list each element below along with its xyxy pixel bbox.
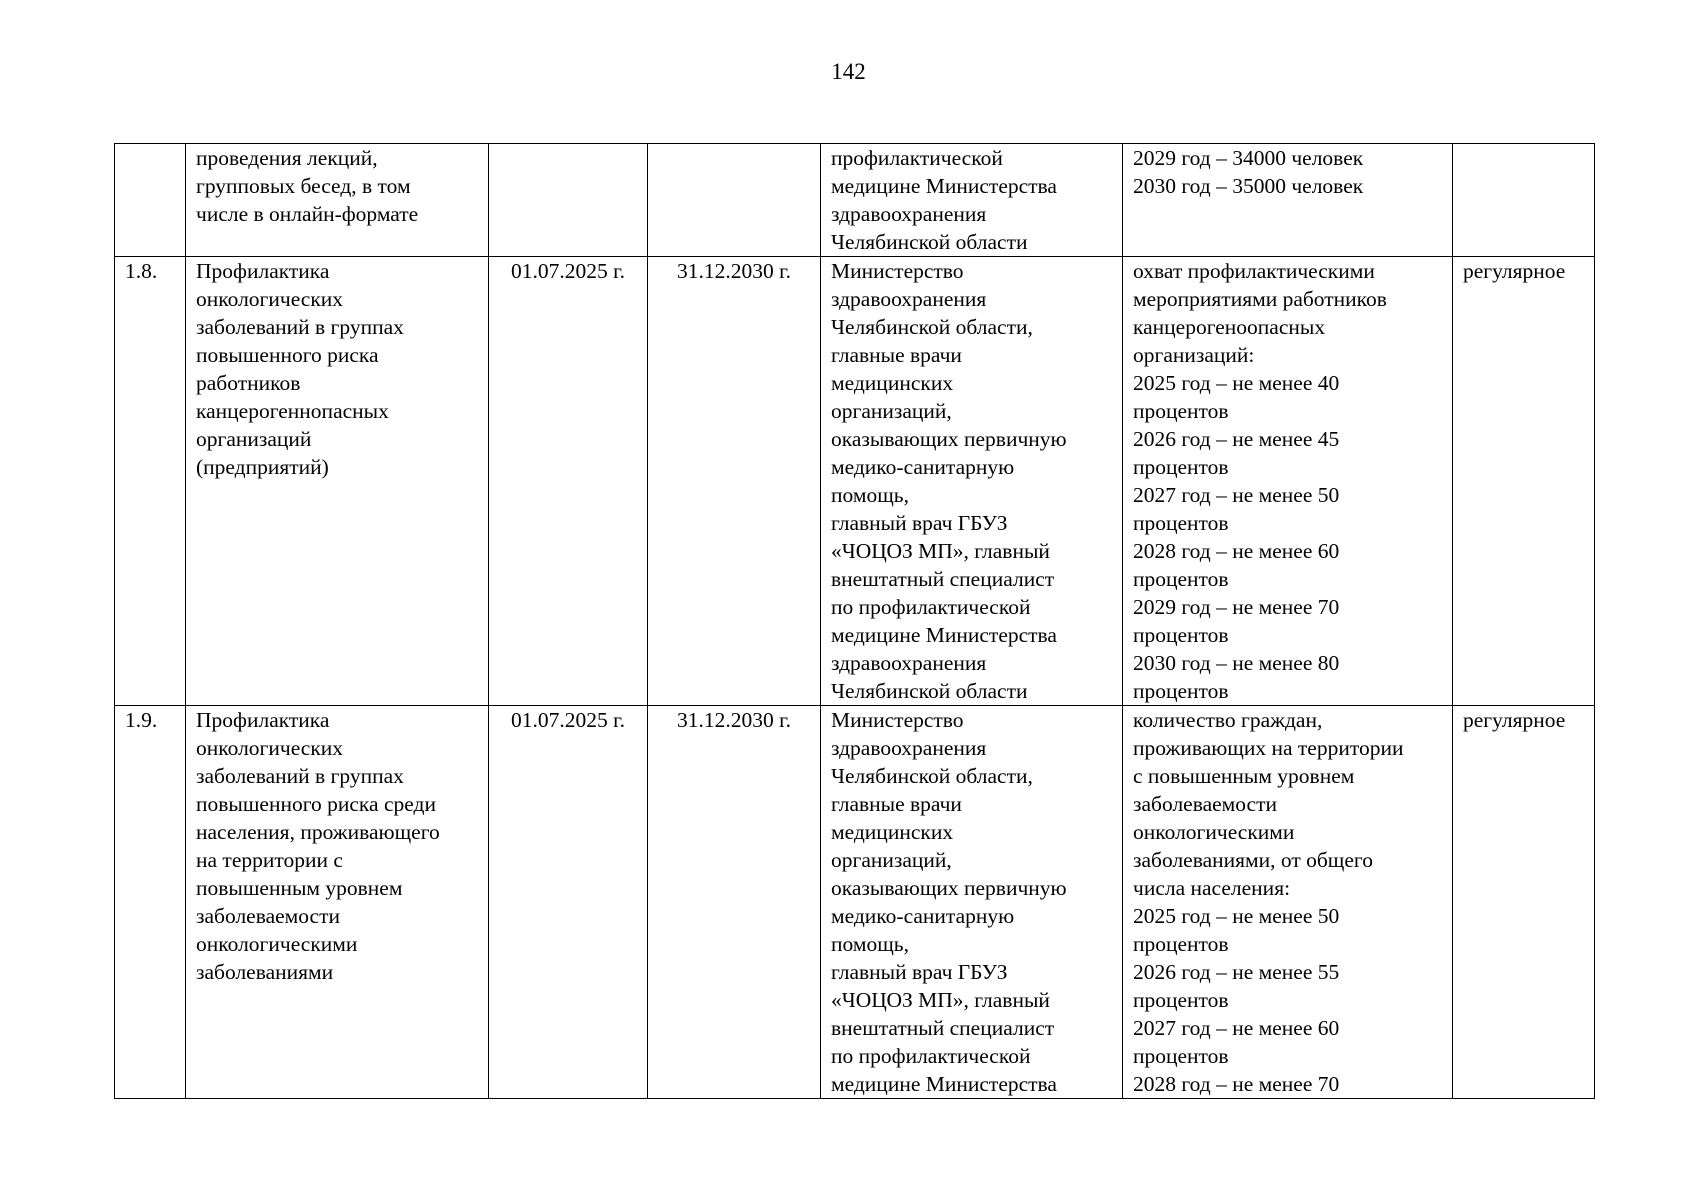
cell-text-line: заболеваний в группах <box>196 764 404 788</box>
cell-text-line: медицине Министерства <box>831 1072 1057 1096</box>
cell-text-line: организаций, <box>831 399 952 423</box>
cell-text-line: процентов <box>1133 988 1229 1012</box>
cell-text: 01.07.2025 г. <box>511 259 625 283</box>
cell-text-line: числе в онлайн-формате <box>196 202 419 226</box>
cell-end-date <box>648 144 821 257</box>
cell-text-line: 2026 год – не менее 55 <box>1133 960 1340 984</box>
cell-text-line: главные врачи <box>831 792 962 816</box>
cell-text-line: заболеваний в группах <box>196 315 404 339</box>
cell-text-line: числа населения: <box>1133 876 1291 900</box>
cell-text-line: организаций <box>196 427 312 451</box>
cell-responsible <box>821 257 1123 706</box>
cell-start-date <box>489 144 648 257</box>
cell-text-line: канцерогеноопасных <box>1133 315 1326 339</box>
cell-text-line: Челябинской области, <box>831 764 1033 788</box>
cell-text-line: организаций, <box>831 848 952 872</box>
cell-text-line: процентов <box>1133 455 1229 479</box>
cell-text-line: Министерство <box>831 708 964 732</box>
cell-text-line: оказывающих первичную <box>831 427 1067 451</box>
cell-start-date <box>489 257 648 706</box>
cell-text-line: с повышенным уровнем <box>1133 764 1355 788</box>
cell-text-line: охват профилактическими <box>1133 259 1375 283</box>
cell-text-line: количество граждан, <box>1133 708 1323 732</box>
cell-text: 31.12.2030 г. <box>677 708 791 732</box>
cell-text-line: здравоохранения <box>831 651 987 675</box>
cell-text-line: внештатный специалист <box>831 567 1055 591</box>
cell-text: регулярное <box>1463 259 1566 283</box>
table-row <box>115 257 1595 706</box>
cell-text-line: медицинских <box>831 820 954 844</box>
measures-table <box>114 143 1595 1099</box>
cell-text-line: Челябинской области, <box>831 315 1033 339</box>
cell-text-line: Профилактика <box>196 259 330 283</box>
cell-text-line: здравоохранения <box>831 287 987 311</box>
cell-text-line: групповых бесед, в том <box>196 174 411 198</box>
cell-text-line: процентов <box>1133 932 1229 956</box>
cell-text-line: помощь, <box>831 483 909 507</box>
cell-text-line: Челябинской области <box>831 230 1028 254</box>
cell-text-line: 2027 год – не менее 50 <box>1133 483 1340 507</box>
table-row <box>115 706 1595 1099</box>
cell-text-line: канцерогеннопасных <box>196 399 389 423</box>
cell-text-line: Челябинской области <box>831 679 1028 703</box>
cell-text-line: 2028 год – не менее 70 <box>1133 1072 1340 1096</box>
cell-text-line: онкологическими <box>196 932 358 956</box>
cell-text-line: онкологических <box>196 736 344 760</box>
cell-text-line: повышенного риска среди <box>196 792 436 816</box>
cell-text-line: процентов <box>1133 511 1229 535</box>
page-number: 142 <box>831 59 866 84</box>
cell-text-line: 2025 год – не менее 50 <box>1133 904 1340 928</box>
cell-indicator <box>1123 144 1453 257</box>
cell-text-line: Министерство <box>831 259 964 283</box>
cell-text-line: проживающих на территории <box>1133 736 1404 760</box>
cell-text-line: медицине Министерства <box>831 174 1057 198</box>
cell-text-line: заболеваемости <box>196 904 341 928</box>
cell-type <box>1453 144 1595 257</box>
cell-start-date <box>489 706 648 1099</box>
cell-text-line: помощь, <box>831 932 909 956</box>
cell-text-line: 2030 год – 35000 человек <box>1133 174 1364 198</box>
cell-text-line: главные врачи <box>831 343 962 367</box>
cell-text-line: населения, проживающего <box>196 820 440 844</box>
cell-text-line: заболеваниями, от общего <box>1133 848 1373 872</box>
cell-text-line: 2025 год – не менее 40 <box>1133 371 1340 395</box>
cell-number <box>115 706 186 1099</box>
cell-text-line: главный врач ГБУЗ <box>831 511 1008 535</box>
cell-text-line: оказывающих первичную <box>831 876 1067 900</box>
cell-text-line: (предприятий) <box>196 455 329 479</box>
cell-text-line: по профилактической <box>831 595 1031 619</box>
cell-text-line: заболеваниями <box>196 960 334 984</box>
cell-text-line: процентов <box>1133 679 1229 703</box>
cell-type <box>1453 706 1595 1099</box>
cell-event <box>186 257 489 706</box>
cell-text-line: медико-санитарную <box>831 904 1015 928</box>
cell-end-date <box>648 257 821 706</box>
cell-number <box>115 257 186 706</box>
cell-text: 1.9. <box>125 708 158 732</box>
cell-text-line: процентов <box>1133 623 1229 647</box>
cell-indicator <box>1123 706 1453 1099</box>
cell-text-line: Профилактика <box>196 708 330 732</box>
cell-text-line: проведения лекций, <box>196 146 378 170</box>
cell-text-line: 2029 год – не менее 70 <box>1133 595 1340 619</box>
cell-text-line: работников <box>196 371 301 395</box>
cell-text-line: внештатный специалист <box>831 1016 1055 1040</box>
cell-text-line: «ЧОЦОЗ МП», главный <box>831 988 1050 1012</box>
cell-text-line: 2026 год – не менее 45 <box>1133 427 1340 451</box>
cell-text-line: здравоохранения <box>831 736 987 760</box>
cell-text-line: онкологических <box>196 287 344 311</box>
cell-text: 01.07.2025 г. <box>511 708 625 732</box>
cell-text-line: 2029 год – 34000 человек <box>1133 146 1364 170</box>
table-row <box>115 144 1595 257</box>
cell-event <box>186 144 489 257</box>
cell-text-line: процентов <box>1133 399 1229 423</box>
cell-text-line: повышенного риска <box>196 343 379 367</box>
cell-text: регулярное <box>1463 708 1566 732</box>
cell-text-line: на территории с <box>196 848 343 872</box>
cell-text-line: по профилактической <box>831 1044 1031 1068</box>
cell-text-line: процентов <box>1133 1044 1229 1068</box>
cell-text-line: повышенным уровнем <box>196 876 403 900</box>
cell-text-line: заболеваемости <box>1133 792 1278 816</box>
cell-number <box>115 144 186 257</box>
cell-text-line: онкологическими <box>1133 820 1295 844</box>
cell-event <box>186 706 489 1099</box>
cell-text-line: медицине Министерства <box>831 623 1057 647</box>
cell-type <box>1453 257 1595 706</box>
cell-text-line: 2027 год – не менее 60 <box>1133 1016 1340 1040</box>
cell-text: 1.8. <box>125 259 158 283</box>
cell-text-line: организаций: <box>1133 343 1255 367</box>
cell-end-date <box>648 706 821 1099</box>
cell-text-line: медицинских <box>831 371 954 395</box>
cell-indicator <box>1123 257 1453 706</box>
cell-text-line: главный врач ГБУЗ <box>831 960 1008 984</box>
cell-text-line: процентов <box>1133 567 1229 591</box>
cell-text-line: профилактической <box>831 146 1003 170</box>
cell-text-line: 2028 год – не менее 60 <box>1133 539 1340 563</box>
cell-text-line: «ЧОЦОЗ МП», главный <box>831 539 1050 563</box>
cell-text-line: мероприятиями работников <box>1133 287 1387 311</box>
cell-responsible <box>821 144 1123 257</box>
cell-responsible <box>821 706 1123 1099</box>
cell-text-line: здравоохранения <box>831 202 987 226</box>
cell-text: 31.12.2030 г. <box>677 259 791 283</box>
cell-text-line: 2030 год – не менее 80 <box>1133 651 1340 675</box>
cell-text-line: медико-санитарную <box>831 455 1015 479</box>
